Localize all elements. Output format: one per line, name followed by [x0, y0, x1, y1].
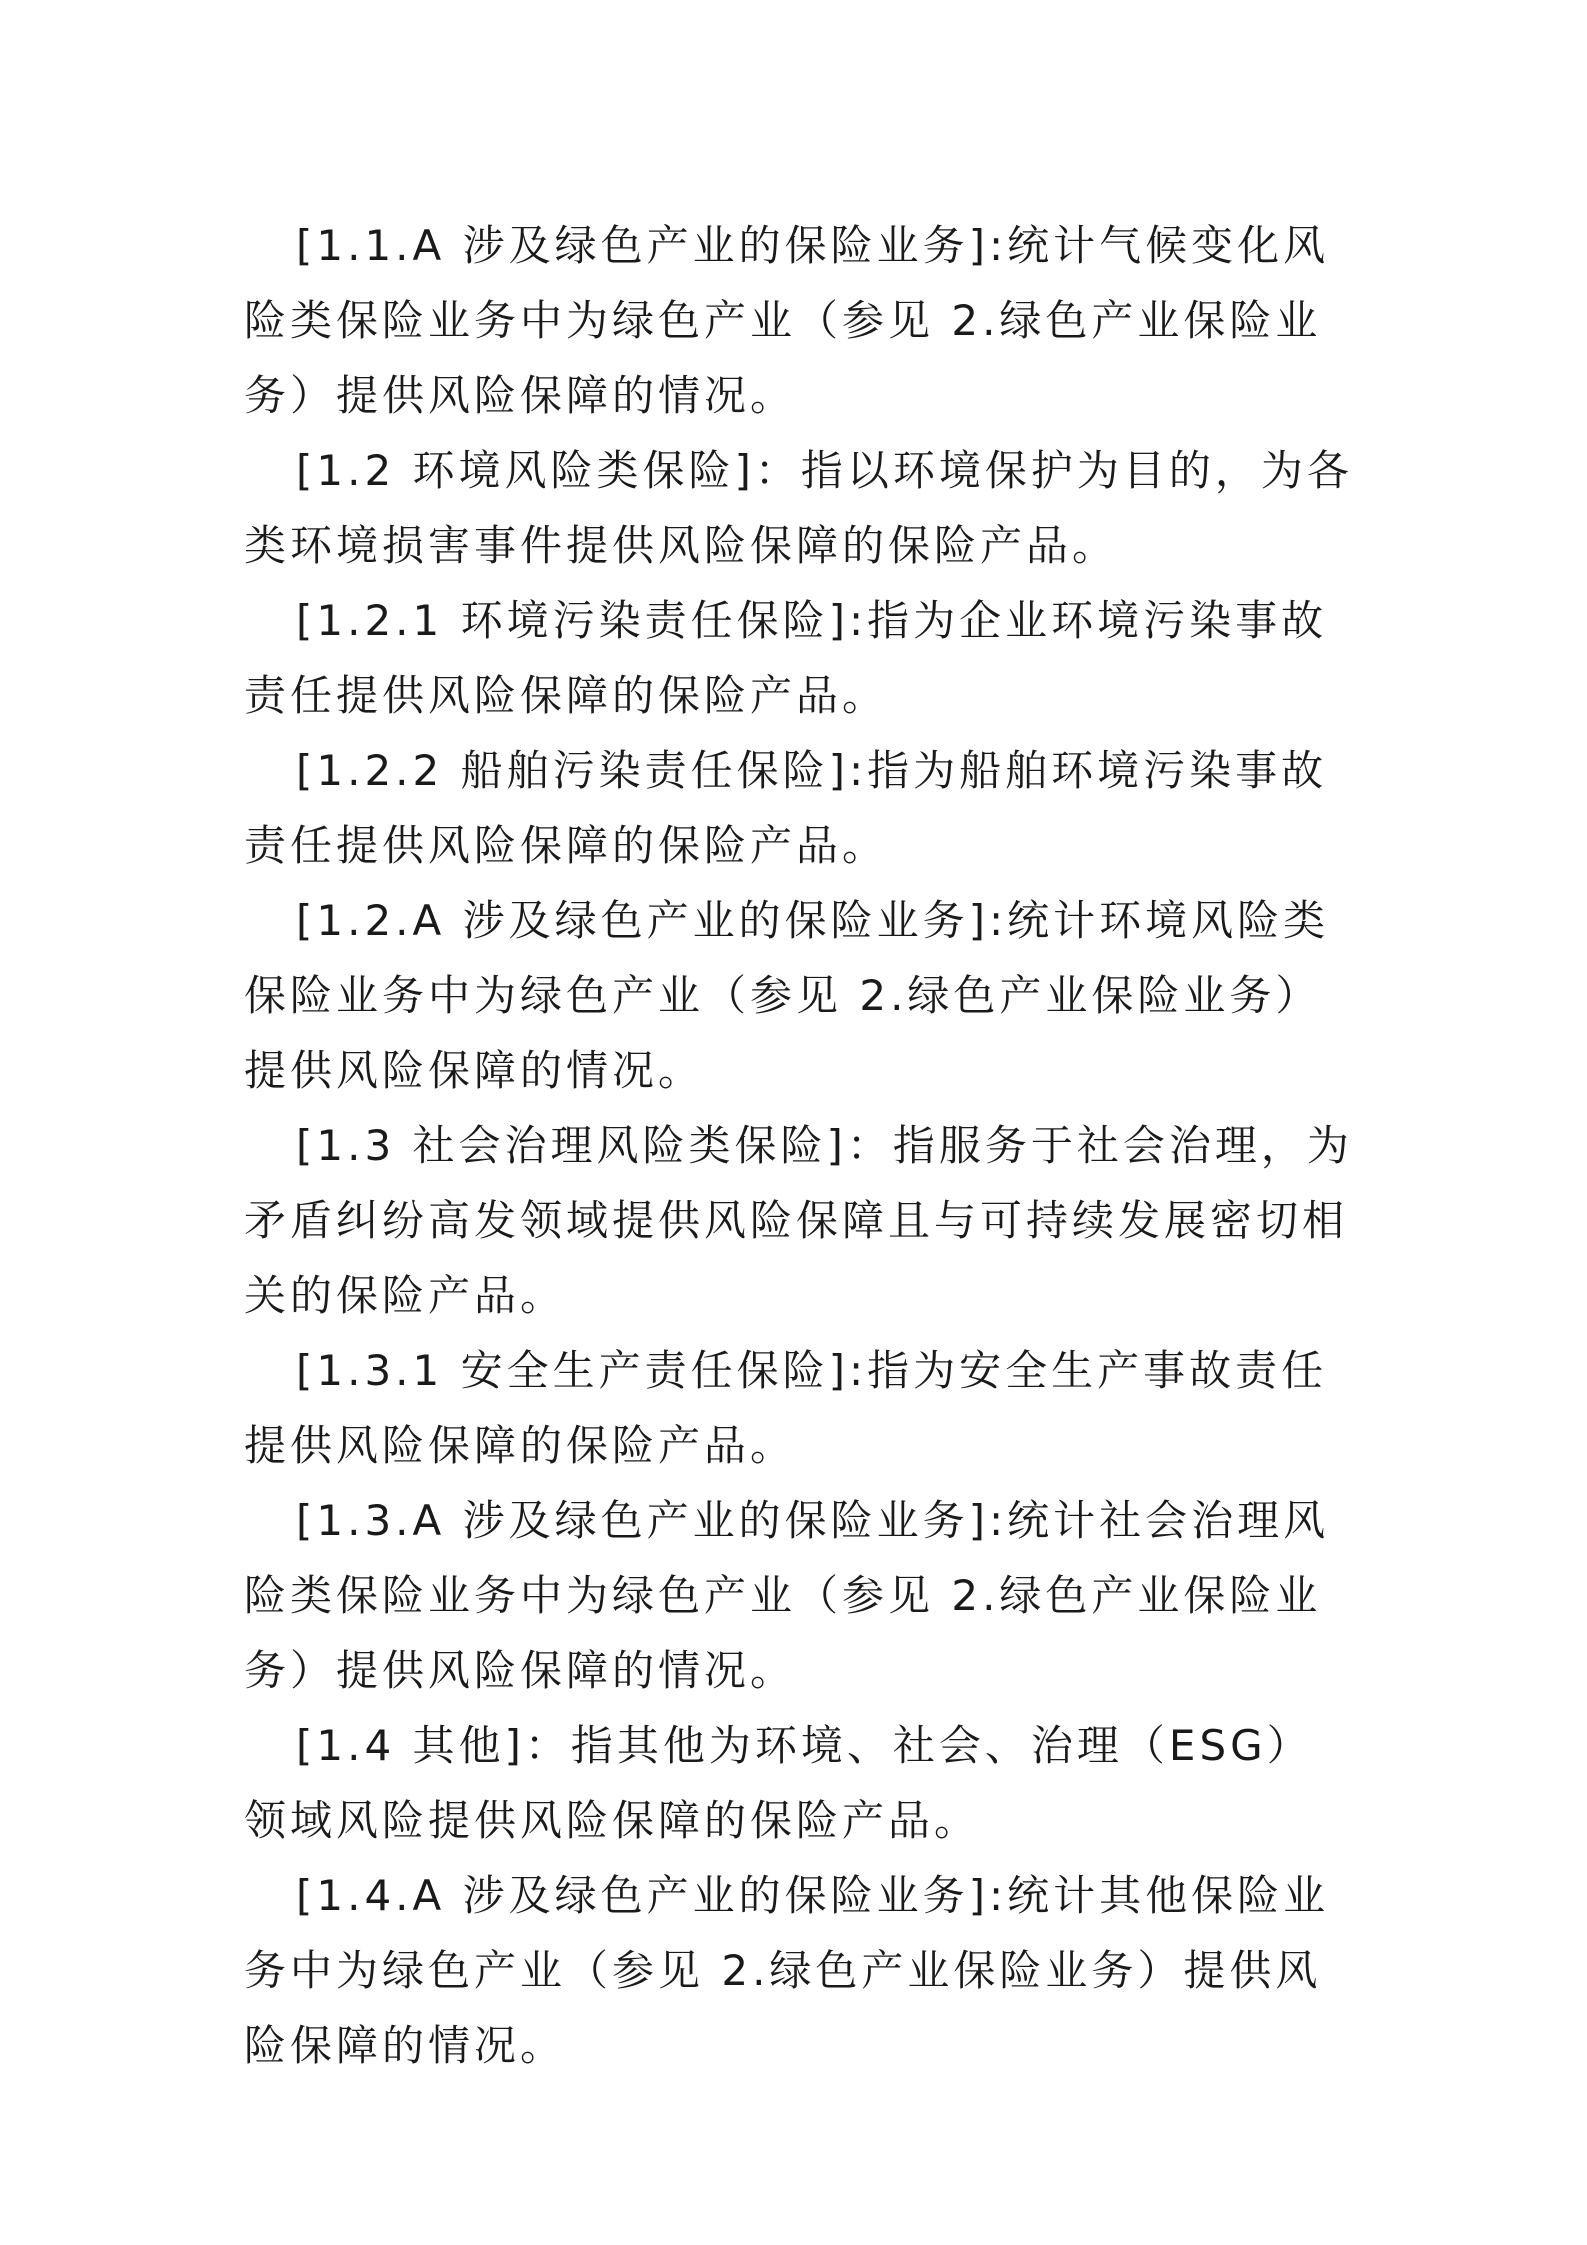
paragraph-1-4-a: [1.4.A 涉及绿色产业的保险业务]:统计其他保险业务中为绿色产业（参见 2.绿色产业保险业务）提供风险保障的情况。: [244, 1871, 1330, 2070]
paragraph-1-2: [1.2 环境风险类保险]：指以环境保护为目的，为各类环境损害事件提供风险保障的保险产品。: [244, 446, 1353, 570]
paragraph-1-1-a: [1.1.A 涉及绿色产业的保险业务]:统计气候变化风险类保险业务中为绿色产业（参见 2.绿色产业保险业务）提供风险保障的情况。: [244, 221, 1330, 420]
paragraph-1-3-a: [1.3.A 涉及绿色产业的保险业务]:统计社会治理风险类保险业务中为绿色产业（参见 2.绿色产业保险业务）提供风险保障的情况。: [244, 1496, 1330, 1695]
paragraph-1-2-1: [1.2.1 环境污染责任保险]:指为企业环境污染事故责任提供风险保障的保险产品。: [244, 596, 1328, 720]
paragraph-1-2-2: [1.2.2 船舶污染责任保险]:指为船舶环境污染事故责任提供风险保障的保险产品。: [244, 746, 1328, 870]
document-body: [244, 208, 1356, 2083]
paragraph-1-3: [1.3 社会治理风险类保险]：指服务于社会治理，为矛盾纠纷高发领域提供风险保障且与可持续发展密切相关的保险产品。: [244, 1121, 1353, 1320]
paragraph-1-2-a: [1.2.A 涉及绿色产业的保险业务]:统计环境风险类保险业务中为绿色产业（参见 2.绿色产业保险业务）提供风险保障的情况。: [244, 896, 1330, 1095]
paragraph-1-4: [1.4 其他]：指其他为环境、社会、治理（ESG）领域风险提供风险保障的保险产品。: [244, 1721, 1313, 1845]
paragraph-1-3-1: [1.3.1 安全生产责任保险]:指为安全生产事故责任提供风险保障的保险产品。: [244, 1346, 1328, 1470]
